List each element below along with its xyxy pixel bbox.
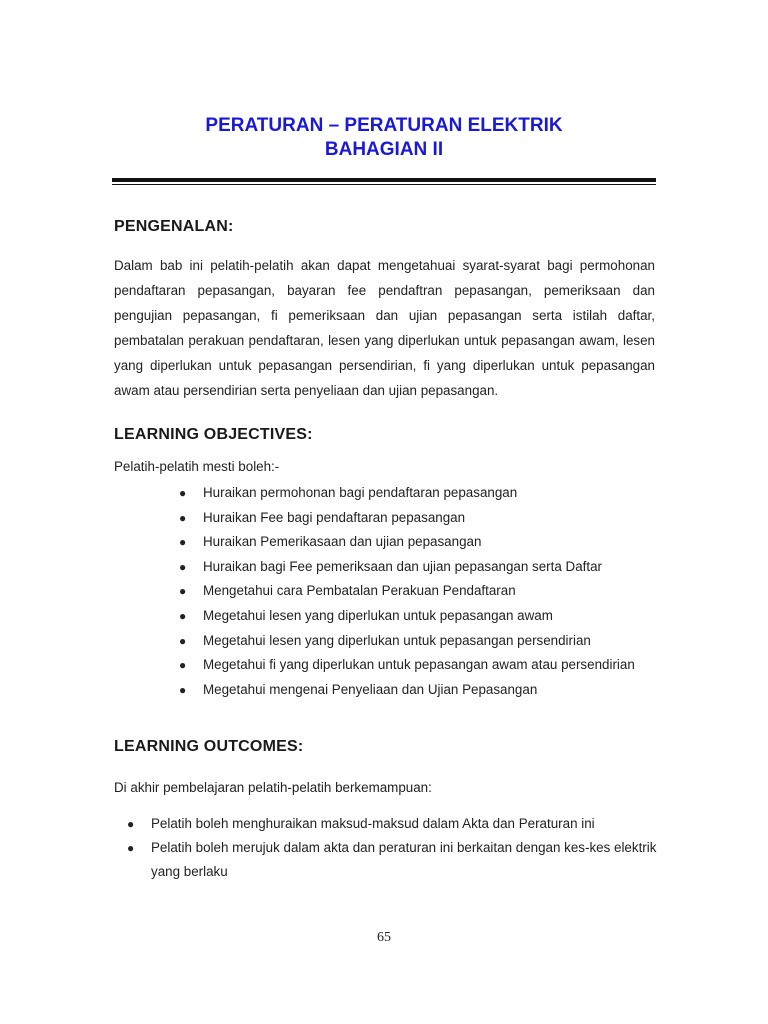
list-item-text: Huraikan Fee bagi pendaftaran pepasangan: [203, 509, 466, 525]
section-heading-intro: PENGENALAN:: [114, 218, 234, 235]
list-item: [179, 484, 673, 509]
bullet-icon: ●: [179, 486, 187, 500]
list-item: [179, 558, 673, 583]
list-item: [179, 533, 673, 558]
bullet-icon: ●: [127, 841, 135, 855]
title-divider-thick: [112, 178, 656, 182]
list-item-text: Huraikan Pemerikasaan dan ujian pepasangan: [203, 534, 482, 550]
bullet-icon: ●: [179, 682, 187, 697]
list-item: [179, 509, 673, 534]
list-item: [127, 836, 661, 884]
intro-paragraph: Dalam bab ini pelatih-pelatih akan dapat mengetahuai syarat-syarat bagi permohonan pendaftaran pepasangan, bayaran fee pendaftran pepasangan, pemeriksaan dan pengujian pepasangan, fi pemeriksaan dan ujian pepasangan serta istilah daftar, pembatalan perakuan pendaftaran, lesen yang diperlukan untuk pepasangan awam, lesen yang diperlukan untuk pepasangan persendirian, fi yang diperlukan untuk pepasangan awam atau persendirian serta penyeliaan dan ujian pepasangan.: [114, 258, 655, 398]
document-title-line-2: BAHAGIAN II: [324, 139, 444, 160]
list-item-text: Megetahui lesen yang diperlukan untuk pepasangan persendirian: [203, 632, 591, 648]
objectives-list: [179, 484, 673, 705]
outcomes-intro: Di akhir pembelajaran pelatih-pelatih berkemampuan:: [114, 780, 432, 795]
list-item: [179, 656, 673, 681]
bullet-icon: ●: [179, 510, 187, 525]
list-item-text: Huraikan permohonan bagi pendaftaran pepasangan: [203, 485, 518, 500]
list-item: [179, 681, 673, 706]
list-item: [179, 632, 673, 657]
document-title-line-1: PERATURAN – PERATURAN ELEKTRIK: [205, 115, 563, 136]
objectives-intro: Pelatih-pelatih mesti boleh:-: [114, 459, 280, 474]
list-item-text: Megetahui lesen yang diperlukan untuk pepasangan awam: [203, 607, 553, 623]
bullet-icon: ●: [179, 535, 187, 550]
bullet-icon: ●: [127, 817, 135, 831]
bullet-icon: ●: [179, 658, 187, 673]
section-heading-outcomes: LEARNING OUTCOMES:: [114, 738, 304, 755]
outcomes-list: [127, 812, 661, 884]
title-divider-thin: [112, 184, 656, 185]
page-number: 65: [377, 930, 391, 945]
section-heading-objectives: LEARNING OBJECTIVES:: [114, 426, 313, 443]
list-item-text: Megetahui mengenai Penyeliaan dan Ujian Pepasangan: [203, 681, 538, 697]
list-item-text: Pelatih boleh merujuk dalam akta dan peraturan ini berkaitan dengan kes-kes elektrik yang berlaku: [151, 840, 657, 879]
bullet-icon: ●: [179, 559, 187, 574]
bullet-icon: ●: [179, 608, 187, 623]
bullet-icon: ●: [179, 633, 187, 648]
list-item-text: Pelatih boleh menghuraikan maksud-maksud dalam Akta dan Peraturan ini: [151, 816, 595, 831]
list-item: [179, 582, 673, 607]
list-item: [179, 607, 673, 632]
list-item: [127, 812, 661, 836]
list-item-text: Huraikan bagi Fee pemeriksaan dan ujian pepasangan serta Daftar: [203, 558, 602, 574]
list-item-text: Mengetahui cara Pembatalan Perakuan Pendaftaran: [203, 583, 516, 599]
list-item-text: Megetahui fi yang diperlukan untuk pepasangan awam atau persendirian: [203, 657, 635, 673]
bullet-icon: ●: [179, 584, 187, 599]
